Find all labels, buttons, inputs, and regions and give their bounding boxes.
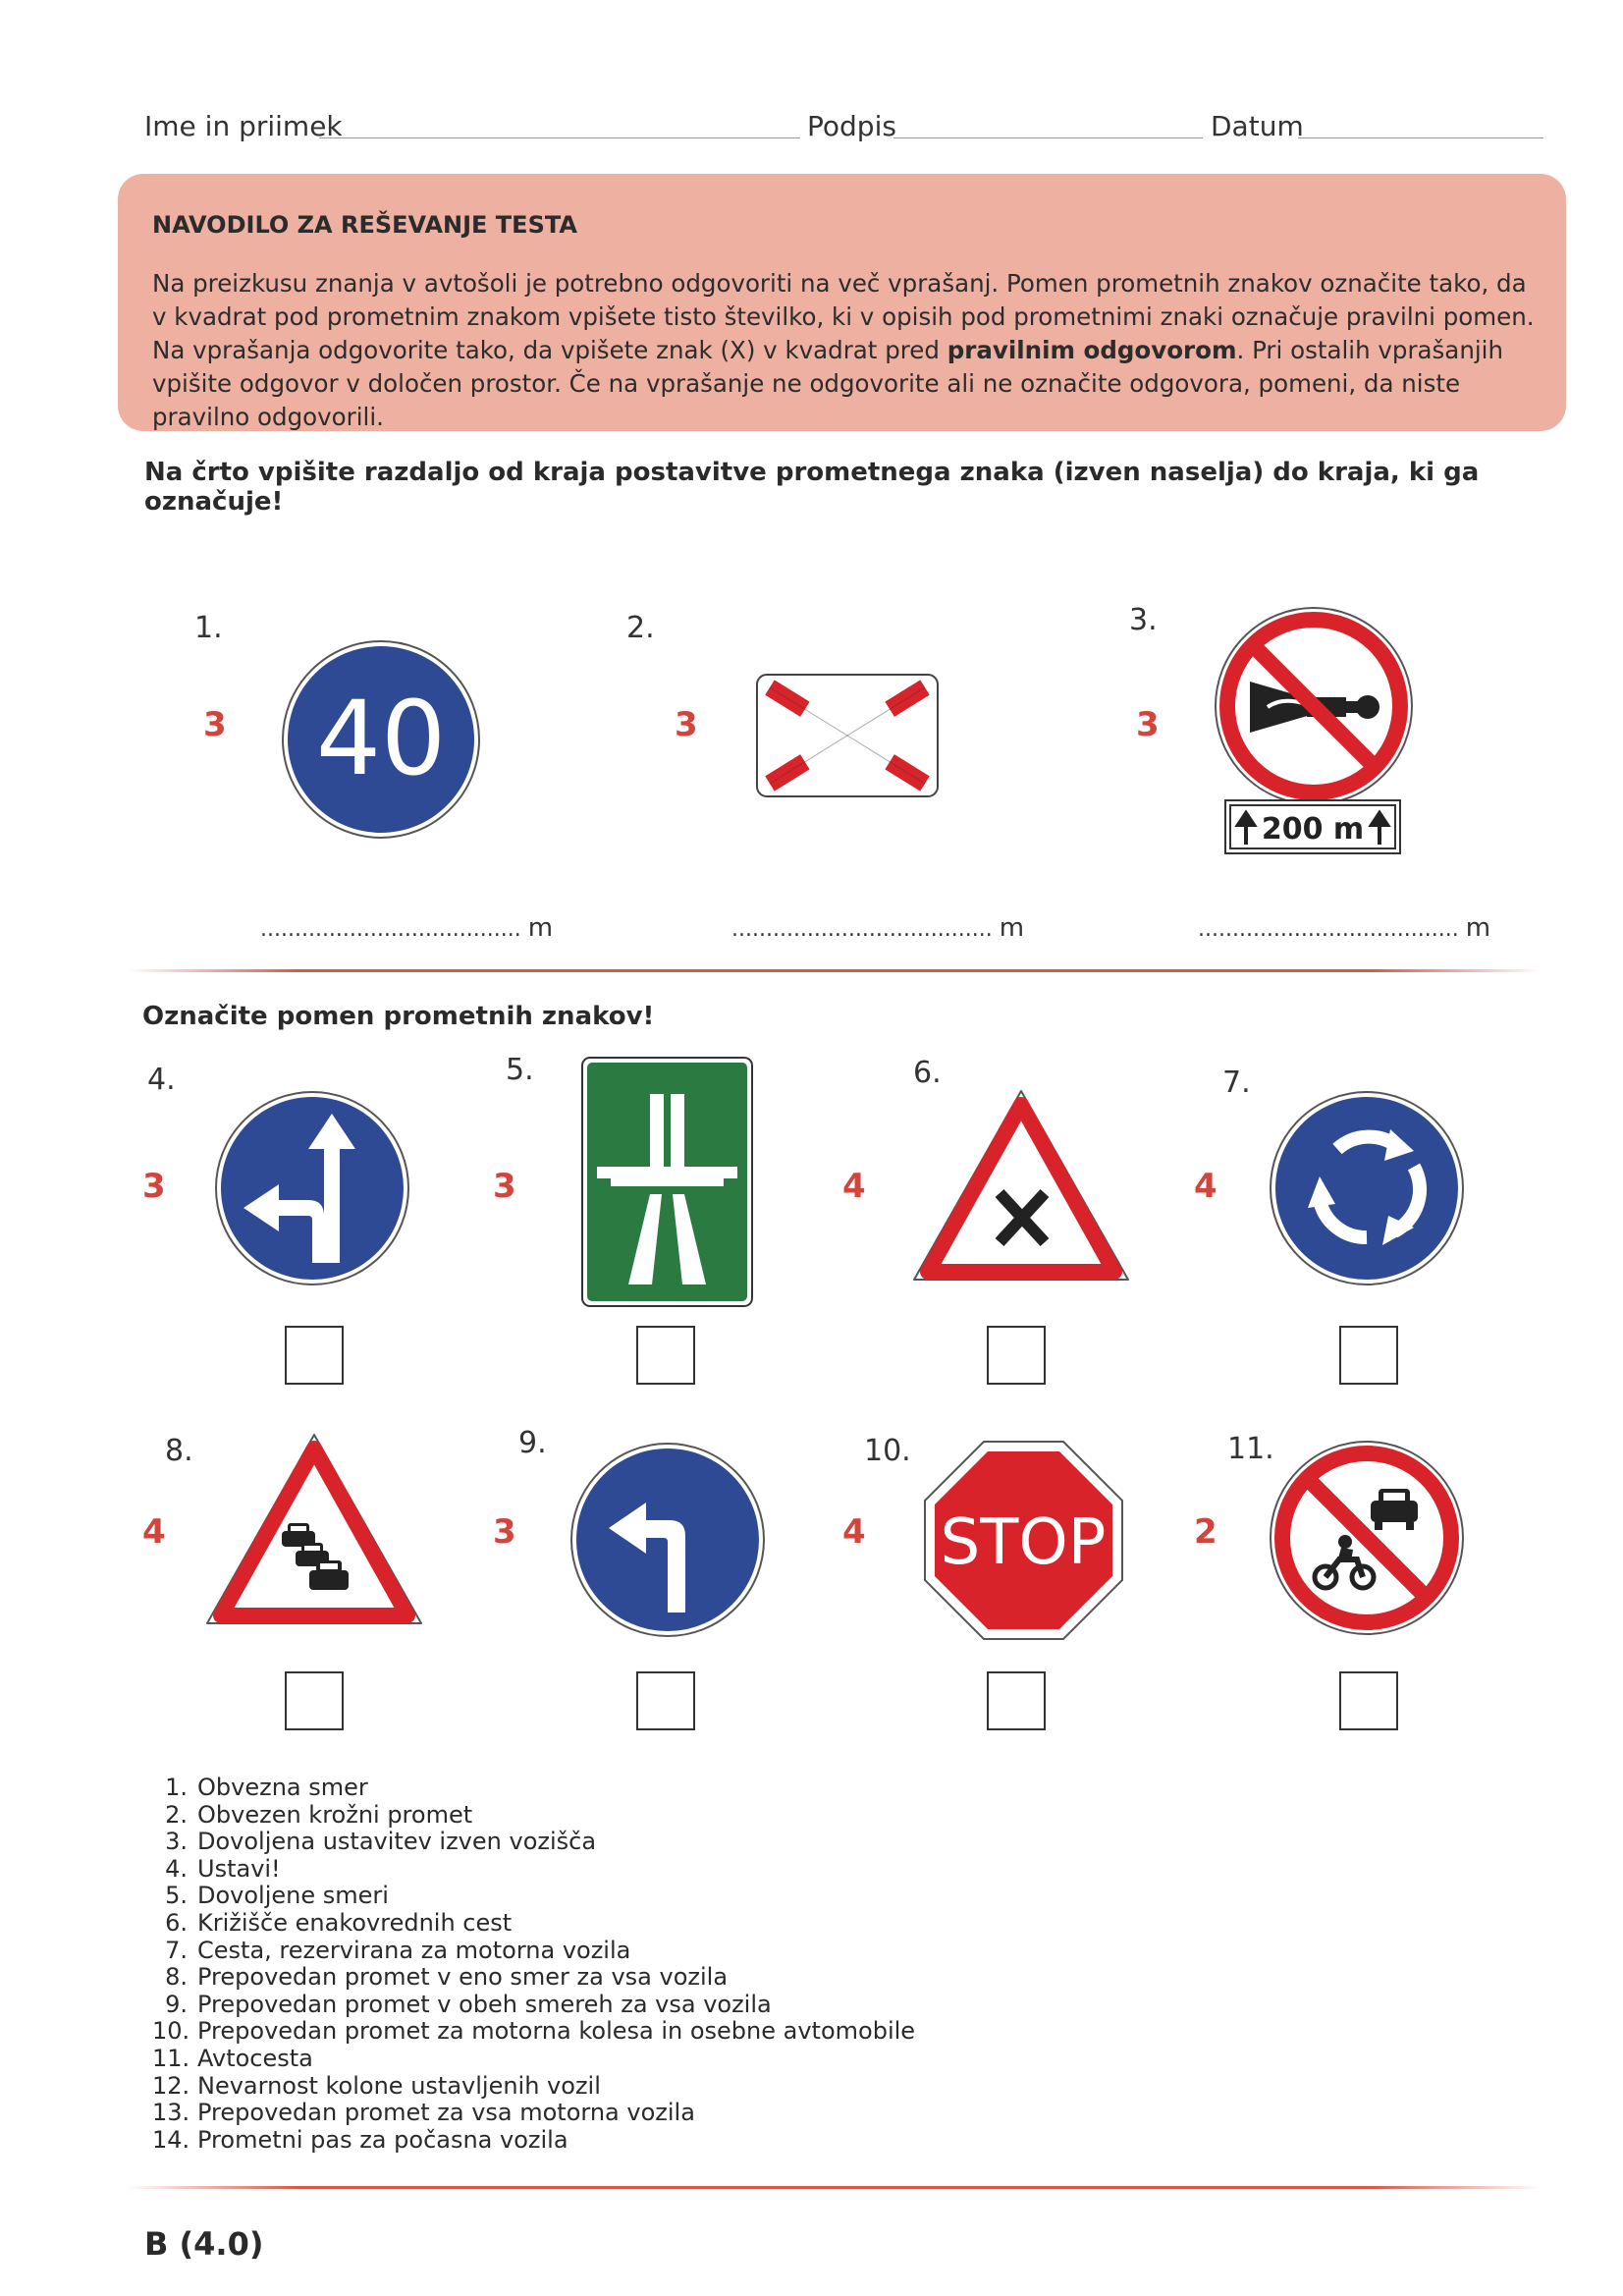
section-divider bbox=[128, 2186, 1542, 2189]
legend-item bbox=[152, 2018, 915, 2046]
panel-text: 200 m bbox=[1261, 812, 1365, 847]
legend-number: 3. bbox=[165, 1828, 188, 1856]
instruction-title: NAVODILO ZA REŠEVANJE TESTA bbox=[152, 211, 577, 239]
legend-text: Obvezna smer bbox=[197, 1774, 368, 1801]
legend-item bbox=[152, 2073, 915, 2101]
item-number: 3. bbox=[1129, 603, 1158, 637]
points-label: 2 bbox=[1194, 1512, 1217, 1552]
legend-number: 9. bbox=[165, 1990, 188, 2018]
speed-limit-40-sign bbox=[280, 638, 482, 841]
item-number: 6. bbox=[913, 1056, 942, 1090]
name-label: Ime in priimek bbox=[144, 110, 343, 142]
points-label: 3 bbox=[142, 1167, 166, 1206]
answer-box-10[interactable] bbox=[987, 1671, 1046, 1730]
item-number: 4. bbox=[147, 1063, 176, 1097]
legend-item bbox=[152, 1829, 915, 1856]
legend-text: Dovoljena ustavitev izven vozišča bbox=[197, 1828, 597, 1856]
roundabout-sign bbox=[1269, 1090, 1465, 1286]
answer-dots: ...................................... bbox=[1198, 917, 1459, 942]
distance-panel bbox=[1224, 799, 1401, 854]
answer-legend-list bbox=[152, 1775, 915, 2154]
mandatory-turn-left-sign bbox=[569, 1442, 766, 1638]
legend-text: Prepovedan promet v eno smer za vsa vozila bbox=[197, 1963, 729, 1992]
motorway-sign bbox=[581, 1057, 753, 1307]
legend-text: Ustavi! bbox=[197, 1854, 281, 1883]
legend-number: 12. bbox=[152, 2071, 190, 2100]
item-number: 2. bbox=[626, 611, 655, 645]
signature-line[interactable] bbox=[893, 137, 1203, 138]
unit-label: m bbox=[999, 913, 1025, 943]
instruction-text-end: . Pri ostalih vprašanjih vpišite odgovor v določen prostor. Če na vprašanje ne odgovorite ali ne označite odgovora, pomeni, da niste pravilno odgovorili. bbox=[152, 336, 1503, 431]
legend-text: Križišče enakovrednih cest bbox=[197, 1908, 513, 1937]
answer-box-4[interactable] bbox=[285, 1326, 344, 1385]
answer-dots: ...................................... bbox=[731, 917, 993, 942]
legend-item bbox=[152, 1992, 915, 2019]
points-label: 3 bbox=[675, 705, 698, 744]
legend-text: Nevarnost kolone ustavljenih vozil bbox=[197, 2071, 601, 2100]
no-horn-sign bbox=[1213, 605, 1415, 807]
legend-number: 11. bbox=[152, 2044, 190, 2072]
points-label: 4 bbox=[142, 1512, 166, 1552]
crossroads-warning-sign bbox=[908, 1085, 1134, 1286]
item-number: 11. bbox=[1227, 1432, 1274, 1466]
legend-text: Obvezen krožni promet bbox=[197, 1800, 473, 1829]
stop-text: STOP bbox=[940, 1506, 1107, 1579]
item-number: 7. bbox=[1222, 1066, 1251, 1100]
legend-number: 10. bbox=[152, 2017, 190, 2046]
legend-number: 1. bbox=[165, 1774, 188, 1801]
points-label: 3 bbox=[1136, 705, 1160, 744]
legend-text: Prometni pas za počasna vozila bbox=[197, 2125, 568, 2154]
unit-label: m bbox=[527, 913, 554, 943]
answer-box-11[interactable] bbox=[1339, 1671, 1398, 1730]
legend-number: 14. bbox=[152, 2125, 190, 2154]
distance-section-title: Na črto vpišite razdaljo od kraja postavitve prometnega znaka (izven naselja) do kraja, ki ga označuje! bbox=[144, 458, 1480, 517]
date-line[interactable] bbox=[1298, 137, 1543, 138]
unit-label: m bbox=[1465, 913, 1491, 943]
legend-text: Dovoljene smeri bbox=[197, 1882, 389, 1910]
legend-text: Prepovedan promet za vsa motorna vozila bbox=[197, 2099, 695, 2127]
answer-line-3[interactable] bbox=[1198, 913, 1490, 943]
section-divider bbox=[128, 969, 1542, 972]
meaning-section-title: Označite pomen prometnih znakov! bbox=[142, 1002, 655, 1031]
legend-item bbox=[152, 1775, 915, 1802]
legend-number: 2. bbox=[165, 1800, 188, 1829]
answer-box-5[interactable] bbox=[636, 1326, 695, 1385]
legend-number: 5. bbox=[165, 1882, 188, 1910]
points-label: 3 bbox=[493, 1167, 516, 1206]
points-label: 3 bbox=[203, 705, 227, 744]
name-line[interactable] bbox=[319, 137, 800, 138]
legend-item bbox=[152, 2100, 915, 2127]
signature-label: Podpis bbox=[807, 110, 896, 142]
legend-number: 8. bbox=[165, 1963, 188, 1992]
sign-text-40: 40 bbox=[315, 679, 447, 798]
item-number: 1. bbox=[194, 611, 223, 645]
legend-item bbox=[152, 1883, 915, 1910]
answer-dots: ...................................... bbox=[260, 917, 521, 942]
legend-text: Prepovedan promet v obeh smereh za vsa vozila bbox=[197, 1990, 772, 2018]
date-label: Datum bbox=[1211, 110, 1304, 142]
legend-text: Prepovedan promet za motorna kolesa in osebne avtomobile bbox=[197, 2017, 916, 2046]
st-andrews-cross-sign bbox=[756, 674, 939, 797]
legend-item bbox=[152, 1802, 915, 1830]
stop-sign bbox=[923, 1440, 1124, 1641]
answer-line-1[interactable] bbox=[260, 913, 553, 943]
legend-text: Cesta, rezervirana za motorna vozila bbox=[197, 1936, 631, 1964]
queue-warning-sign bbox=[201, 1429, 427, 1630]
test-code: B (4.0) bbox=[144, 2225, 264, 2263]
legend-text: Avtocesta bbox=[197, 2044, 313, 2072]
no-motorcycles-and-cars-sign bbox=[1269, 1440, 1465, 1636]
legend-number: 4. bbox=[165, 1854, 188, 1883]
legend-item bbox=[152, 2046, 915, 2073]
points-label: 4 bbox=[842, 1167, 866, 1206]
answer-box-6[interactable] bbox=[987, 1326, 1046, 1385]
item-number: 10. bbox=[864, 1434, 911, 1468]
points-label: 4 bbox=[1194, 1167, 1217, 1206]
mandatory-straight-or-left-sign bbox=[214, 1090, 410, 1286]
item-number: 9. bbox=[518, 1426, 547, 1460]
points-label: 3 bbox=[493, 1512, 516, 1552]
answer-box-9[interactable] bbox=[636, 1671, 695, 1730]
instruction-text bbox=[152, 267, 1537, 434]
legend-number: 7. bbox=[165, 1936, 188, 1964]
instruction-text-start: Na preizkusu znanja v avtošoli je potrebno odgovoriti na več vprašanj. Pomen prometnih znakov označite tako, da v kvadrat pod prometnim znakom vpišete tisto številko, ki v opisih pod prometnimi znaki označuje pravilni pomen. Na vprašanja odgovorite tako, da vpišete znak (X) v kvadrat pred bbox=[152, 269, 1535, 364]
legend-item bbox=[152, 1964, 915, 1992]
legend-number: 6. bbox=[165, 1908, 188, 1937]
instruction-text-bold: pravilnim odgovorom bbox=[947, 336, 1237, 364]
legend-item bbox=[152, 1856, 915, 1884]
answer-line-2[interactable] bbox=[731, 913, 1024, 943]
legend-item bbox=[152, 1910, 915, 1938]
points-label: 4 bbox=[842, 1512, 866, 1552]
answer-box-8[interactable] bbox=[285, 1671, 344, 1730]
answer-box-7[interactable] bbox=[1339, 1326, 1398, 1385]
legend-item bbox=[152, 1938, 915, 1965]
item-number: 5. bbox=[506, 1053, 534, 1087]
item-number: 8. bbox=[165, 1434, 193, 1468]
legend-item bbox=[152, 2127, 915, 2155]
legend-number: 13. bbox=[152, 2099, 190, 2127]
